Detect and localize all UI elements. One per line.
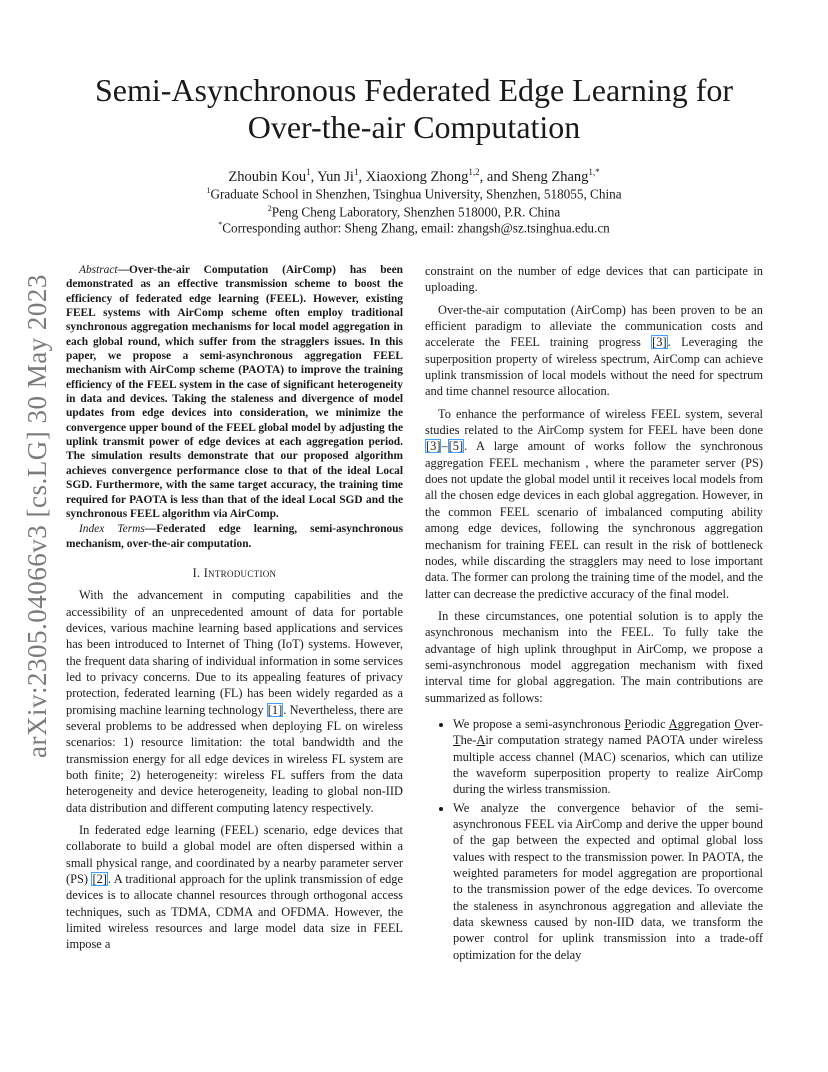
arxiv-side-stamp bbox=[22, 274, 56, 758]
abstract-label: Abstract bbox=[79, 264, 118, 276]
citation-link[interactable]: [3] bbox=[652, 335, 667, 350]
title-line-1: Semi-Asynchronous Federated Edge Learning for bbox=[94, 72, 734, 108]
title-line-2: Over-the-air Computation bbox=[247, 109, 581, 145]
list-item: • We propose a semi-asynchronous Periodic Aggregation Over-The-Air computation strategy named PAOTA under wireless multiple access channel (MAC) scenarios, which can utilize the waveform superposition property to realize AirComp during the wirless transmission. bbox=[453, 716, 763, 798]
body-paragraph: With the advancement in computing capabilities and the accessibility of an unprecedented amount of data for portable devices, various machine learning based applications and services has been introduced to Internet of Thing (IoT) systems. However, the frequent data sharing of individual information in some services led to privacy concerns. Due to its appealing features of privacy protection, federated learning (FL) has been widely regarded as a promising machine learning technology [1]. Nevertheless, there are several problems to be addressed when deploying FL on wireless scenarios: 1) resource limitation: the total bandwidth and the transmission energy for all edge devices in wireless FL system are both finite; 2) heterogeneity: wireless FL suffers from the data heterogeneity and device heterogeneity, leading to global non-IID data distribution and different computing latency respectively. bbox=[66, 588, 404, 815]
body-paragraph: In these circumstances, one potential solution is to apply the asynchronous mechanism into the FEEL. To fully take the advantage of high uplink throughput in AirComp, we propose a semi-asynchronous model aggregation mechanism with fixed interval time for global aggregation. The main contributions are summarized as follows: bbox=[425, 608, 763, 705]
abstract: Abstract—Over-the-air Computation (AirComp) has been demonstrated as an effective transmission scheme to boost the efficiency of federated edge learning (FEEL). However, existing FEEL systems with AirComp scheme often employ traditional synchronous aggregation mechanisms for local model aggregation in each global round, which suffer from the stragglers issues. In this paper, we propose a semi-asynchronous aggregation FEEL mechanism with AirComp scheme (PAOTA) to improve the training efficiency of the FEEL system in the case of significant heterogeneity in data and devices. Taking the staleness and divergence of model updates from edge devices into consideration, we minimize the convergence upper bound of the FEEL global model by adjusting the uplink transmit power of edge devices at each aggregation period. The simulation results demonstrate that our proposed algorithm achieves convergence performance close to that of the ideal Local SGD. Furthermore, with the same target accuracy, the training time required for PAOTA is less than that of the ideal Local SGD and the synchronous FEEL algorithm via AirComp. bbox=[66, 264, 403, 520]
right-column bbox=[425, 263, 763, 965]
index-terms-label: Index Terms bbox=[79, 523, 145, 536]
body-paragraph: In federated edge learning (FEEL) scenario, edge devices that collaborate to build a global model are often dispersed within a small physical range, and coordinated by a nearby parameter server (PS) [2]. A traditional approach for the uplink transmission of edge devices is to allocate channel resources through orthogonal access techniques, such as TDMA, CDMA and OFDMA. However, the limited wireless resources and large model data size in FEEL impose a bbox=[66, 823, 403, 952]
body-paragraph: Over-the-air computation (AirComp) has been proven to be an efficient paradigm to alleviate the communication costs and accelerate the FEEL training progress [3]. Leveraging the superposition property of wireless spectrum, AirComp can achieve uplink transmission of local models without the need for spectrum and time channel resource allocation. bbox=[425, 302, 763, 399]
author-name: Xiaoxiong Zhong bbox=[365, 168, 469, 185]
body-paragraph: constraint on the number of edge devices that can participate in uploading. bbox=[425, 264, 763, 295]
body-paragraph: To enhance the performance of wireless FEEL system, several studies related to the AirComp system for FEEL have been done [3]–[5]. A large amount of works follow the synchronous aggregation FEEL mechanism , where the parameter server (PS) does not update the global model until it receives local models from all the chosen edge devices in each global aggregation. However, in the common FEEL scenario of imbalanced computing ability among edge devices, following the synchronous aggregation mechanism for training FEEL can result in the risk of bottleneck nodes, while discarding the stragglers may need to lose important data. The former can prolong the training time of the model, and the latter can decrease the predictive accuracy of the final model. bbox=[425, 406, 763, 601]
author-name: and Sheng Zhang bbox=[486, 168, 589, 185]
citation-link[interactable]: [2] bbox=[92, 872, 107, 887]
paper-title bbox=[60, 72, 768, 146]
left-column bbox=[66, 263, 403, 959]
citation-link[interactable]: [3] bbox=[426, 439, 441, 454]
citation-link[interactable]: [1] bbox=[267, 702, 283, 717]
arxiv-identifier: arXiv:2305.04066v3 [cs.LG] 30 May 2023 bbox=[22, 274, 52, 758]
section-heading: I. Introduction bbox=[192, 565, 277, 580]
index-terms: Index Terms—Federated edge learning, semi-asynchronous mechanism, over-the-air computation. bbox=[66, 523, 403, 550]
citation-link[interactable]: [5] bbox=[448, 439, 464, 454]
affiliation: $^1$Graduate School in Shenzhen, Tsinghua University, Shenzhen, 518055, China bbox=[206, 186, 622, 202]
list-item: • We analyze the convergence behavior of the semi-asynchronous FEEL via AirComp and derive the upper bound of the gap between the expected and optimal global loss values with respect to the transmission power. In PAOTA, the weighted parameters for model aggregation are proportional to the transmission power of the edge devices. To overcome the staleness in asynchronous aggregation and alleviate the data skewness caused by non-IID data, we transform the power control for uplink transmission into a trade-off optimization for the delay bbox=[453, 800, 763, 963]
contributions-list bbox=[425, 716, 763, 963]
affiliation: $^2$Peng Cheng Laboratory, Shenzhen 518000, P.R. China bbox=[267, 204, 561, 220]
author-list: Zhoubin Kou$^1$, Yun Ji$^1$, Xiaoxiong Zhong$^{1,2}$, and Sheng Zhang$^{1,*}$ bbox=[228, 167, 600, 185]
author-name: Zhoubin Kou bbox=[228, 168, 307, 185]
corresponding-author: *Corresponding author: Sheng Zhang, email: zhangsh@sz.tsinghua.edu.cn bbox=[218, 220, 610, 236]
author-name: Yun Ji bbox=[317, 168, 354, 185]
